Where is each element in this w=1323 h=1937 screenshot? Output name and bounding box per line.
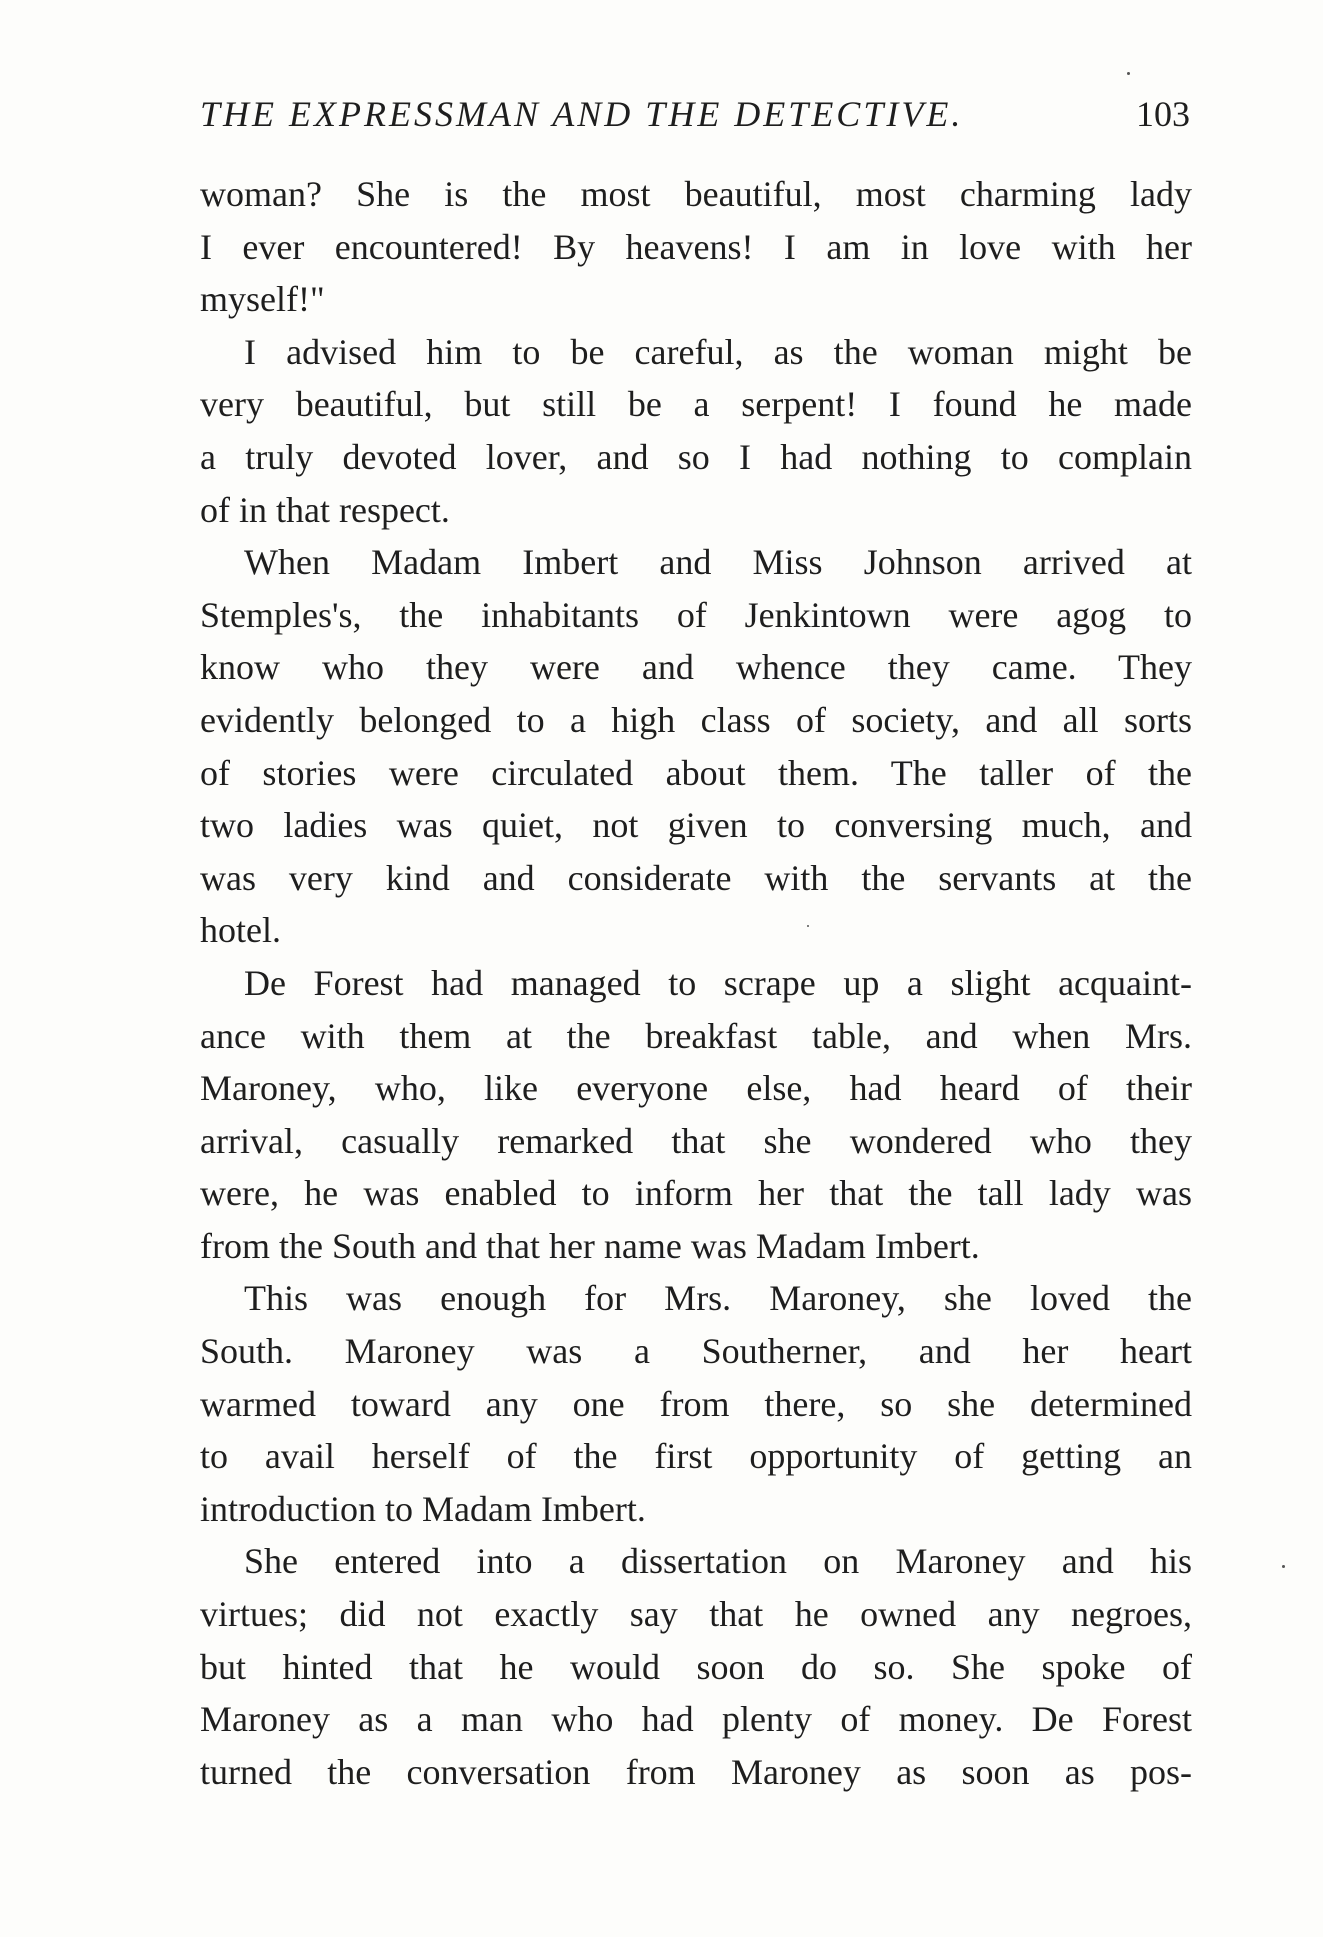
text-line: I advised him to be careful, as the woman might be	[244, 331, 1192, 372]
text-line: of in that respect.	[200, 489, 450, 530]
body-text	[200, 168, 1192, 1798]
paper-speck	[1127, 72, 1130, 75]
text-line: She entered into a dissertation on Maroney and his	[244, 1541, 1192, 1582]
text-line: very beautiful, but still be a serpent! I found he made	[200, 384, 1192, 425]
paper-speck	[1282, 1565, 1285, 1568]
text-line: virtues; did not exactly say that he owned any negroes,	[200, 1594, 1192, 1635]
text-line: ance with them at the breakfast table, and when Mrs.	[200, 1015, 1192, 1056]
paper-speck	[807, 925, 809, 927]
text-line: evidently belonged to a high class of society, and all sorts	[200, 699, 1192, 740]
page-number: 103	[1136, 94, 1190, 134]
text-line: turned the conversation from Maroney as soon as pos-	[200, 1751, 1192, 1792]
text-line: were, he was enabled to inform her that the tall lady was	[200, 1173, 1192, 1214]
text-line: arrival, casually remarked that she wondered who they	[200, 1120, 1192, 1161]
paragraph	[200, 326, 1192, 536]
text-line: Stemples's, the inhabitants of Jenkintown were agog to	[200, 594, 1192, 635]
text-line: I ever encountered! By heavens! I am in love with her	[200, 226, 1192, 267]
text-line: two ladies was quiet, not given to conversing much, and	[200, 805, 1192, 846]
text-line: This was enough for Mrs. Maroney, she loved the	[244, 1278, 1192, 1319]
paragraph	[200, 957, 1192, 1273]
running-header-title: THE EXPRESSMAN AND THE DETECTIVE.	[200, 94, 964, 134]
text-line: know who they were and whence they came. They	[200, 647, 1192, 688]
paragraph	[200, 536, 1192, 957]
text-line: was very kind and considerate with the servants at the	[200, 857, 1192, 898]
text-line: myself!"	[200, 279, 325, 320]
text-line: warmed toward any one from there, so she determined	[200, 1383, 1192, 1424]
text-line: but hinted that he would soon do so. She spoke of	[200, 1646, 1192, 1687]
text-line: Maroney, who, like everyone else, had heard of their	[200, 1068, 1192, 1109]
text-line: When Madam Imbert and Miss Johnson arrived at	[244, 542, 1192, 583]
paragraph	[200, 1272, 1192, 1535]
text-line: of stories were circulated about them. The taller of the	[200, 752, 1192, 793]
paragraph	[200, 1535, 1192, 1798]
running-header	[200, 92, 1190, 136]
text-line: De Forest had managed to scrape up a slight acquaint-	[244, 962, 1192, 1003]
text-line: hotel.	[200, 910, 281, 951]
text-line: Maroney as a man who had plenty of money. De Forest	[200, 1699, 1192, 1740]
paragraph	[200, 168, 1192, 326]
text-line: woman? She is the most beautiful, most charming lady	[200, 174, 1192, 214]
text-line: introduction to Madam Imbert.	[200, 1488, 646, 1529]
text-line: South. Maroney was a Southerner, and her heart	[200, 1331, 1192, 1372]
text-line: to avail herself of the first opportunity of getting an	[200, 1436, 1192, 1477]
text-line: a truly devoted lover, and so I had nothing to complain	[200, 436, 1192, 477]
text-line: from the South and that her name was Madam Imbert.	[200, 1225, 980, 1266]
